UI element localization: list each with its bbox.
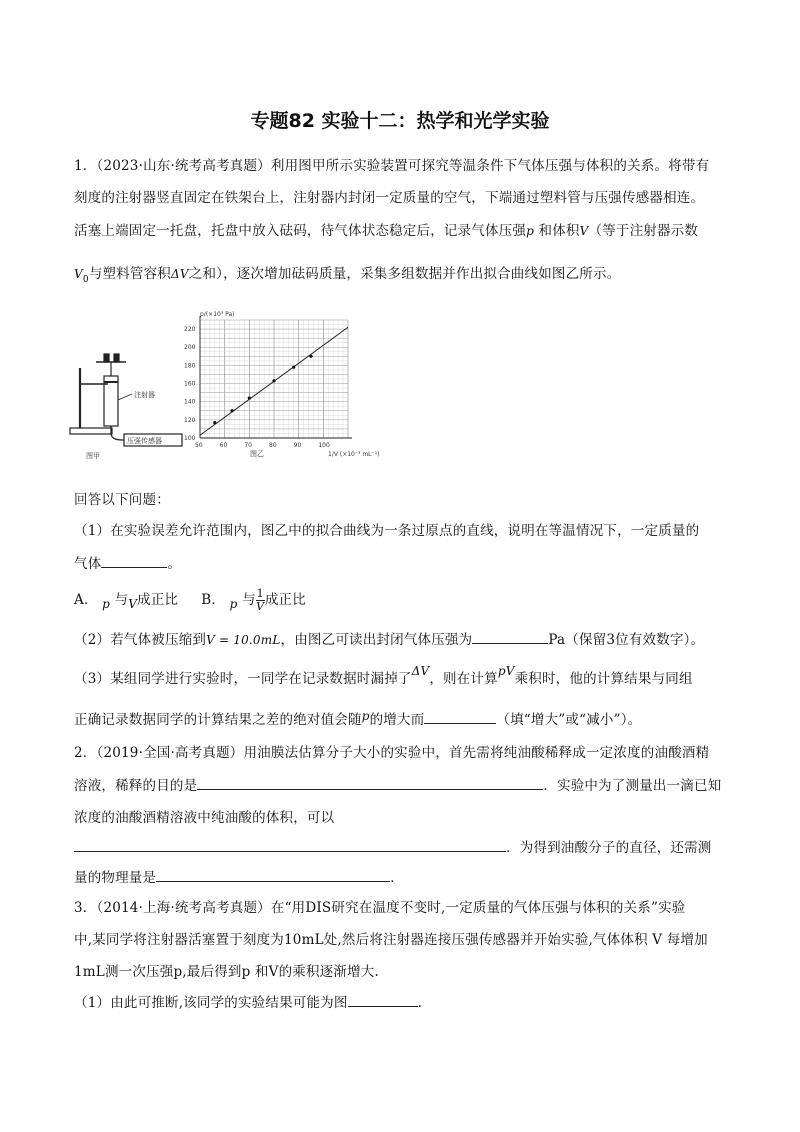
q2-blank-1[interactable] [197,775,543,790]
y-tick-label: 200 [184,344,196,352]
option-b[interactable]: B． p 与 $\frac{1}{V}$ 成正比 [201,587,306,613]
leader-line [118,394,132,400]
plastic-tube [111,434,124,440]
y-tick-label: 140 [184,398,196,406]
data-point [309,355,312,358]
caption-jia: 图甲 [86,452,100,460]
q1-options [74,588,306,613]
q1-line-3-text: 活塞上端固定一托盘，托盘中放入砝码，待气体状态稳定后，记录气体压强 [74,223,527,239]
q1-sub3-line-2: 正确记录数据同学的计算结果之差的绝对值会随p的增大而 （填“增大”或“减小”）。 [74,709,642,728]
page-title: 专题82 实验十二：热学和光学实验 [250,110,550,132]
q1-line-4-tail: 之和），逐次增加砝码质量，采集多组数据并作出拟合曲线如图乙所示。 [188,266,621,282]
q3-blank-1[interactable] [348,992,418,1007]
q2-line-4: ．为得到油酸分子的直径，还需测 [74,836,712,856]
volume-value: V = 10.0mL [206,633,281,647]
q1-sub1-line-1: （1）在实验误差允许范围内，图乙中的拟合曲线为一条过原点的直线，说明在等温情况下，一定质量的 [74,523,700,539]
y-tick-label: 100 [184,435,196,442]
q1-line-3 [74,219,698,239]
q1-sub3-blank[interactable] [424,709,496,724]
q1-sub1-end: 。 [167,556,182,572]
q1-sub1-line-2 [74,552,181,572]
x-tick-label: 50 [195,442,203,449]
figure-chart [178,306,380,464]
q1-sub2: （2）若气体被压缩到V = 10.0mL，由图乙可读出封闭气体压强为 Pa（保留3位有效数字）。 [74,628,704,648]
label-injector: 注射器 [134,391,155,399]
y-tick-label: 120 [184,416,196,424]
q2-line-3: 浓度的油酸酒精溶液中纯油酸的体积，可以 [74,810,335,826]
q2-blank-3[interactable] [156,867,390,882]
x-tick-label: 80 [269,442,277,449]
chart-caption: 图乙 [250,450,264,458]
weight-1 [104,354,109,362]
stand-base [70,428,112,434]
q1-sub1-blank[interactable] [101,553,167,568]
data-point [213,421,216,424]
option-a[interactable]: A． p 与V成正比 [74,592,179,611]
q3-line-2: 中,某同学将注射器活塞置于刻度为10mL处,然后将注射器连接压强传感器并开始实验,气体体积 V 每增加 [74,932,708,948]
q1-sub3-line-1: （3）某组同学进行实验时，一同学在记录数据时漏掉了ΔV，则在计算pV乘积时，他的计算结果与同组 [74,664,693,687]
q1-sub1-prefix: 气体 [74,556,102,572]
q1-line-2: 刻度的注射器竖直固定在铁架台上，注射器内封闭一定质量的空气，下端通过塑料管与压强传感器相连。 [74,190,705,206]
chart-ylabel: p/(×10³ Pa) [200,311,235,318]
y-tick-label: 160 [184,380,196,388]
q1-line-4 [74,262,620,285]
q1-line-1: 1．（2023·山东·统考高考真题）利用图甲所示实验装置可探究等温条件下气体压强与体积的关系。将带有 [74,158,710,174]
q2-line-2: 溶液，稀释的目的是 ．实验中为了测量出一滴已知 [74,774,721,794]
y-tick-label: 220 [184,326,196,334]
q1-with-tube: 与塑料管容积 [88,266,172,282]
answer-intro: 回答以下问题： [74,492,170,508]
x-tick-label: 60 [219,442,228,449]
q3-line-1: 3．（2014·上海·统考高考真题）在“用DIS研究在温度不变时,一定质量的气体压强与体积的关系”实验 [74,900,686,916]
figure-apparatus [66,348,196,464]
symbol-p: p [526,224,534,238]
q2-blank-2[interactable] [74,837,506,852]
q1-and-volume: 和体积 [534,223,580,239]
x-tick-label: 70 [244,442,252,449]
data-point [272,379,275,382]
q3-line-3: 1mL测一次压强p,最后得到p 和V的乘积逐渐增大. [74,964,379,980]
x-tick-label: 100 [318,442,330,449]
data-point [248,396,251,399]
x-tick-label: 90 [293,442,302,449]
symbol-v0: $V_0$ [74,267,89,285]
label-sensor: 压强传感器 [127,437,162,445]
q3-sub1: （1）由此可推断,该同学的实验结果可能为图 . [74,991,422,1011]
q2-line-5: 量的物理量是 ． [74,866,404,886]
q1-sub2-blank[interactable] [472,629,548,644]
data-point [292,366,295,369]
chart-grid [200,320,348,438]
symbol-v: V [579,224,589,238]
fraction-one-over-v: $\frac{1}{V}$ [256,587,265,613]
data-point [230,409,233,412]
chart-xlabel: 1/V (×10⁻³ mL⁻¹) [328,451,380,458]
weight-2 [114,354,119,362]
q1-line-3-tail: （等于注射器示数 [588,223,699,239]
symbol-delta-v: ΔV [171,267,189,281]
q2-line-1: 2．（2019·全国·高考真题）用油膜法估算分子大小的实验中，首先需将纯油酸稀释成一定浓度的油酸酒精 [74,745,710,761]
y-tick-label: 180 [184,362,196,370]
